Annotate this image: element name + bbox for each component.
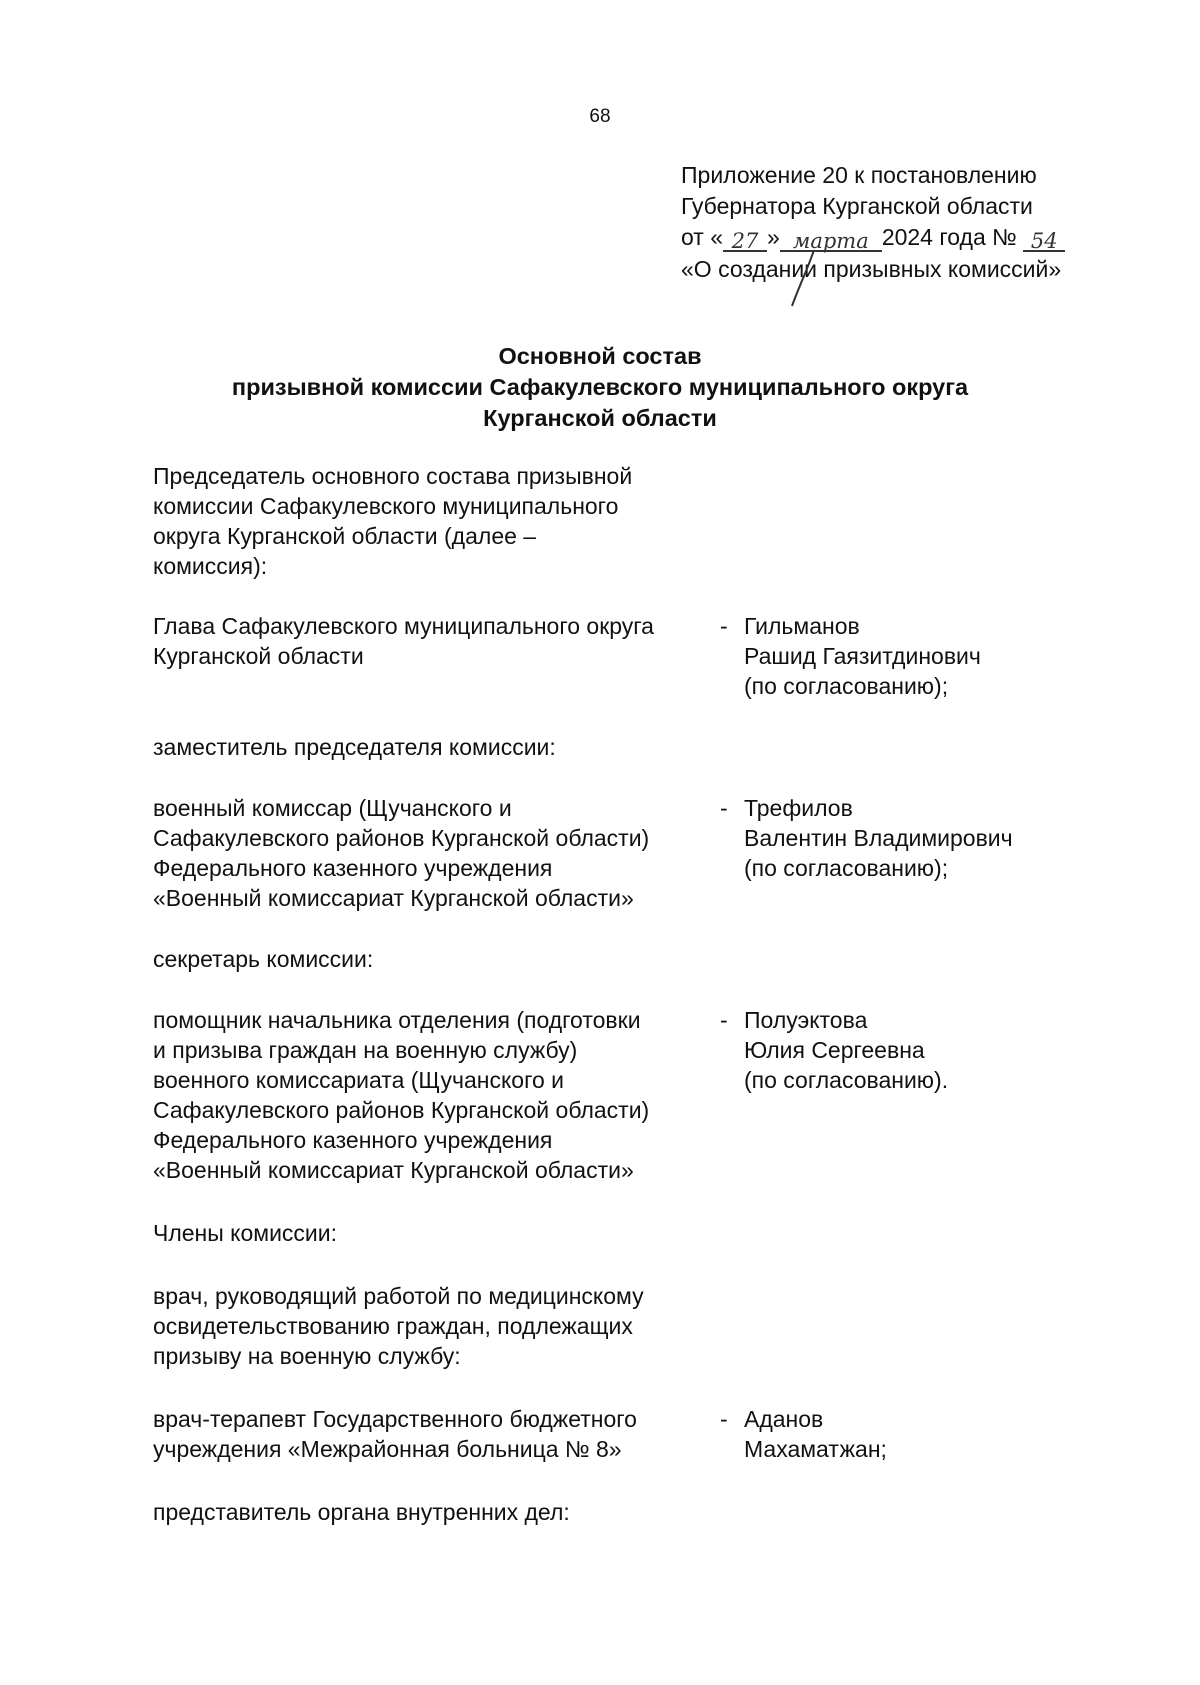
position-line: Сафакулевского районов Курганской области) bbox=[153, 825, 650, 851]
title-line-2: призывной комиссии Сафакулевского муниципального округа bbox=[231, 374, 969, 400]
chairman-label-line: комиссии Сафакулевского муниципального bbox=[153, 493, 619, 519]
secretary-person bbox=[744, 1005, 1113, 1185]
position-line: «Военный комиссариат Курганской области» bbox=[153, 885, 634, 911]
position-line: Сафакулевского районов Курганской области) bbox=[153, 1097, 650, 1123]
date-prefix: от « bbox=[681, 224, 724, 250]
commission-list bbox=[153, 461, 1113, 1527]
position-line: «Военный комиссариат Курганской области» bbox=[153, 1157, 634, 1183]
position-line: Глава Сафакулевского муниципального округа bbox=[153, 613, 654, 639]
title-line-1: Основной состав bbox=[498, 343, 702, 369]
person-name: Валентин Владимирович bbox=[744, 825, 1013, 851]
appendix-line-3 bbox=[681, 222, 1151, 254]
appendix-line-4: «О создании призывных комиссий» bbox=[681, 256, 1062, 282]
title-line-3: Курганской области bbox=[483, 405, 717, 431]
entry-dash: - bbox=[720, 1406, 728, 1432]
person-note: (по согласованию); bbox=[744, 855, 949, 881]
doctor-label bbox=[153, 1281, 1113, 1371]
person-name: Махаматжан; bbox=[744, 1436, 887, 1462]
day-underline bbox=[723, 250, 767, 252]
person-name: Юлия Сергеевна bbox=[744, 1037, 925, 1063]
doctor-position bbox=[153, 1404, 720, 1464]
handwritten-day bbox=[723, 223, 767, 254]
person-surname: Трефилов bbox=[744, 795, 853, 821]
members-label: Члены комиссии: bbox=[153, 1220, 338, 1246]
deputy-entry bbox=[153, 793, 1113, 913]
handwritten-number bbox=[1023, 223, 1065, 254]
chairman-position bbox=[153, 611, 720, 701]
chairman-person bbox=[744, 611, 1113, 701]
person-surname: Полуэктова bbox=[744, 1007, 868, 1033]
person-note: (по согласованию); bbox=[744, 673, 949, 699]
doctor-label-line: призыву на военную службу: bbox=[153, 1343, 461, 1369]
handwritten-month-text: марта bbox=[792, 229, 869, 253]
handwritten-day-text: 27 bbox=[731, 229, 759, 253]
chairman-label bbox=[153, 461, 713, 581]
doctor-person bbox=[744, 1404, 1113, 1464]
chairman-label-line: Председатель основного состава призывной bbox=[153, 463, 633, 489]
handwritten-number-text: 54 bbox=[1030, 229, 1058, 253]
position-line: помощник начальника отделения (подготовки bbox=[153, 1007, 641, 1033]
secretary-label: секретарь комиссии: bbox=[153, 946, 374, 972]
doctor-entry bbox=[153, 1404, 1113, 1464]
chairman-label-line: комиссия): bbox=[153, 553, 268, 579]
position-line: военный комиссар (Щучанского и bbox=[153, 795, 512, 821]
police-label: представитель органа внутренних дел: bbox=[153, 1499, 570, 1525]
position-line: и призыва граждан на военную службу) bbox=[153, 1037, 578, 1063]
position-line: Федерального казенного учреждения bbox=[153, 855, 553, 881]
doctor-label-line: освидетельствованию граждан, подлежащих bbox=[153, 1313, 633, 1339]
appendix-header bbox=[681, 160, 1151, 285]
position-line: военного комиссариата (Щучанского и bbox=[153, 1067, 564, 1093]
position-line: Курганской области bbox=[153, 643, 364, 669]
entry-dash: - bbox=[720, 795, 728, 821]
deputy-position bbox=[153, 793, 720, 913]
document-title bbox=[0, 341, 1200, 434]
person-surname: Гильманов bbox=[744, 613, 860, 639]
secretary-entry bbox=[153, 1005, 1113, 1185]
person-name: Рашид Гаязитдинович bbox=[744, 643, 981, 669]
deputy-person bbox=[744, 793, 1113, 913]
appendix-line-1: Приложение 20 к постановлению bbox=[681, 162, 1037, 188]
entry-dash: - bbox=[720, 1007, 728, 1033]
chairman-label-line: округа Курганской области (далее – bbox=[153, 523, 537, 549]
entry-dash: - bbox=[720, 613, 728, 639]
person-surname: Аданов bbox=[744, 1406, 824, 1432]
doctor-label-line: врач, руководящий работой по медицинскому bbox=[153, 1283, 644, 1309]
signature-stroke bbox=[784, 248, 824, 308]
deputy-label: заместитель председателя комиссии: bbox=[153, 734, 556, 760]
position-line: врач-терапевт Государственного бюджетного bbox=[153, 1406, 637, 1432]
chairman-entry bbox=[153, 611, 1113, 701]
person-note: (по согласованию). bbox=[744, 1067, 949, 1093]
position-line: учреждения «Межрайонная больница № 8» bbox=[153, 1436, 622, 1462]
page-number: 68 bbox=[589, 106, 611, 127]
appendix-line-2: Губернатора Курганской области bbox=[681, 193, 1033, 219]
number-underline bbox=[1023, 250, 1065, 252]
date-quote-close: » bbox=[767, 224, 780, 250]
position-line: Федерального казенного учреждения bbox=[153, 1127, 553, 1153]
year-and-number-label: 2024 года № bbox=[881, 224, 1017, 250]
secretary-position bbox=[153, 1005, 720, 1185]
